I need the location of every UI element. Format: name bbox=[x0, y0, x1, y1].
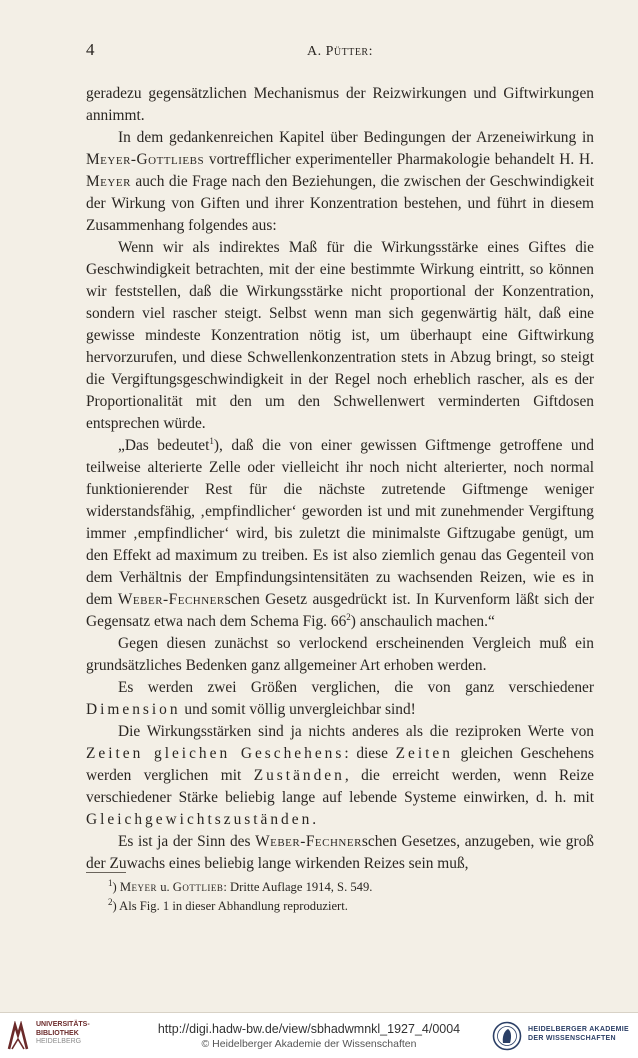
paragraph-8: Es ist ja der Sinn des Weber-Fechnerschen Gesetzes, anzugeben, wie groß der Zuwachs eines beliebig lange wirkenden Reizes sein muß, bbox=[86, 833, 594, 872]
paragraph-3: Wenn wir als indirektes Maß für die Wirkungsstärke eines Giftes die Geschwindigkeit betrachten, mit der eine bestimmte Wirkung eintritt, so können wir feststellen, daß die Wirkungsstärke nicht proportional der Konzentration, sondern viel rascher steigt. Selbst wenn man sich gegenwärtig hält, daß eine gewisse mindeste Konzentration nötig ist, um überhaupt eine Giftwirkung hervorzurufen, und diese Schwellenkonzentration stets in Abzug bringt, so steigt die Vergiftungsgeschwindigkeit in der Regel noch erheblich rascher, als es der Proportionalität mit den um den Schwellenwert verminderten Giftdosen entsprechen würde. bbox=[86, 239, 594, 432]
paragraph-5: Gegen diesen zunächst so verlockend erscheinenden Vergleich muß ein grundsätzliches Bedenken ganz allgemeiner Art erhoben werden. bbox=[86, 635, 594, 674]
viewer-footer bbox=[0, 1012, 638, 1058]
ub-heidelberg-logo[interactable] bbox=[6, 1021, 116, 1051]
footnote-1: $^1$) Meyer u. Gottlieb: Dritte Auflage 1914, S. 549. bbox=[108, 877, 373, 894]
hadw-logo-line-2: DER WISSENSCHAFTEN bbox=[528, 1035, 616, 1042]
ub-logo-line-2: BIBLIOTHEK bbox=[36, 1029, 79, 1037]
body-text bbox=[86, 83, 594, 875]
page-header bbox=[86, 40, 594, 66]
footnote-ref-2: 2 bbox=[346, 611, 351, 622]
ub-emblem-icon bbox=[6, 1021, 30, 1051]
footnote-ref-1: 1 bbox=[209, 435, 214, 446]
paragraph-7: Die Wirkungsstärken sind ja nichts anderes als die reziproken Werte von Zeiten gleichen Geschehens: diese Zeiten gleichen Geschehens werden verglichen mit Zuständen, die erreicht werden, wenn Reize verschiedener Stärke beliebig lange auf lebende Systeme einwirken, d. h. mit Gleichgewichtszuständen. bbox=[86, 723, 594, 828]
copyright-notice: © Heidelberger Akademie der Wissenschaften bbox=[201, 1038, 417, 1050]
footer-citation bbox=[120, 1021, 498, 1051]
paragraph-4: „Das bedeutet$^1$), daß die von einer gewissen Giftmenge getroffene und teilweise alterierte Zelle oder vielleicht ihr noch nicht alterierter, noch normal funktionierender Rest für die nächste zutretende Giftmenge weniger widerstandsfähig, ‚empfindlicher‘ geworden ist und mit zunehmender Vergiftung immer ‚empfindlicher‘ wird, bis zuletzt die minimalste Giftzugabe genügt, um den Effekt ad maximum zu treiben. Es ist also ziemlich genau das Gegenteil von dem Verhältnis der Empfindungsintensitäten zu wachsenden Reizen, wie es in dem Weber-Fechnerschen Gesetz ausgedrückt ist. In Kurvenform läßt sich der Gegensatz etwa nach dem Schema Fig. $66^2$) anschaulich machen.“ bbox=[86, 435, 595, 630]
footnotes bbox=[108, 878, 588, 916]
ub-logo-line-3: HEIDELBERG bbox=[36, 1038, 82, 1045]
footnote-rule bbox=[86, 872, 126, 873]
permalink[interactable]: http://digi.hadw-bw.de/view/sbhadwmnkl_1927_4/0004 bbox=[157, 1022, 461, 1036]
hadw-logo[interactable] bbox=[492, 1020, 632, 1052]
ub-logo-line-1: UNIVERSITÄTS- bbox=[36, 1021, 90, 1028]
hadw-logo-line-1: HEIDELBERGER AKADEMIE bbox=[528, 1026, 629, 1033]
footnote-2: $^2$) Als Fig. 1 in dieser Abhandlung reproduziert. bbox=[108, 896, 348, 913]
paragraph-1: geradezu gegensätzlichen Mechanismus der Reizwirkungen und Giftwirkungen annimmt. bbox=[86, 85, 594, 124]
hadw-seal-icon bbox=[492, 1021, 522, 1051]
page-number: 4 bbox=[86, 40, 95, 59]
paragraph-2: In dem gedankenreichen Kapitel über Bedingungen der Arzeneiwirkung in Meyer-Gottliebs vortrefflicher experimenteller Pharmakologie behandelt H. H. Meyer auch die Frage nach den Beziehungen, die zwischen der Geschwindigkeit der Wirkung von Giften und ihrer Konzentration bestehen, und führt in diesem Zusammenhang folgendes aus: bbox=[86, 129, 594, 234]
running-head: A. Pütter: bbox=[306, 44, 373, 59]
paragraph-6: Es werden zwei Größen verglichen, die von ganz verschiedener Dimension und somit völlig unvergleichbar sind! bbox=[86, 679, 594, 718]
